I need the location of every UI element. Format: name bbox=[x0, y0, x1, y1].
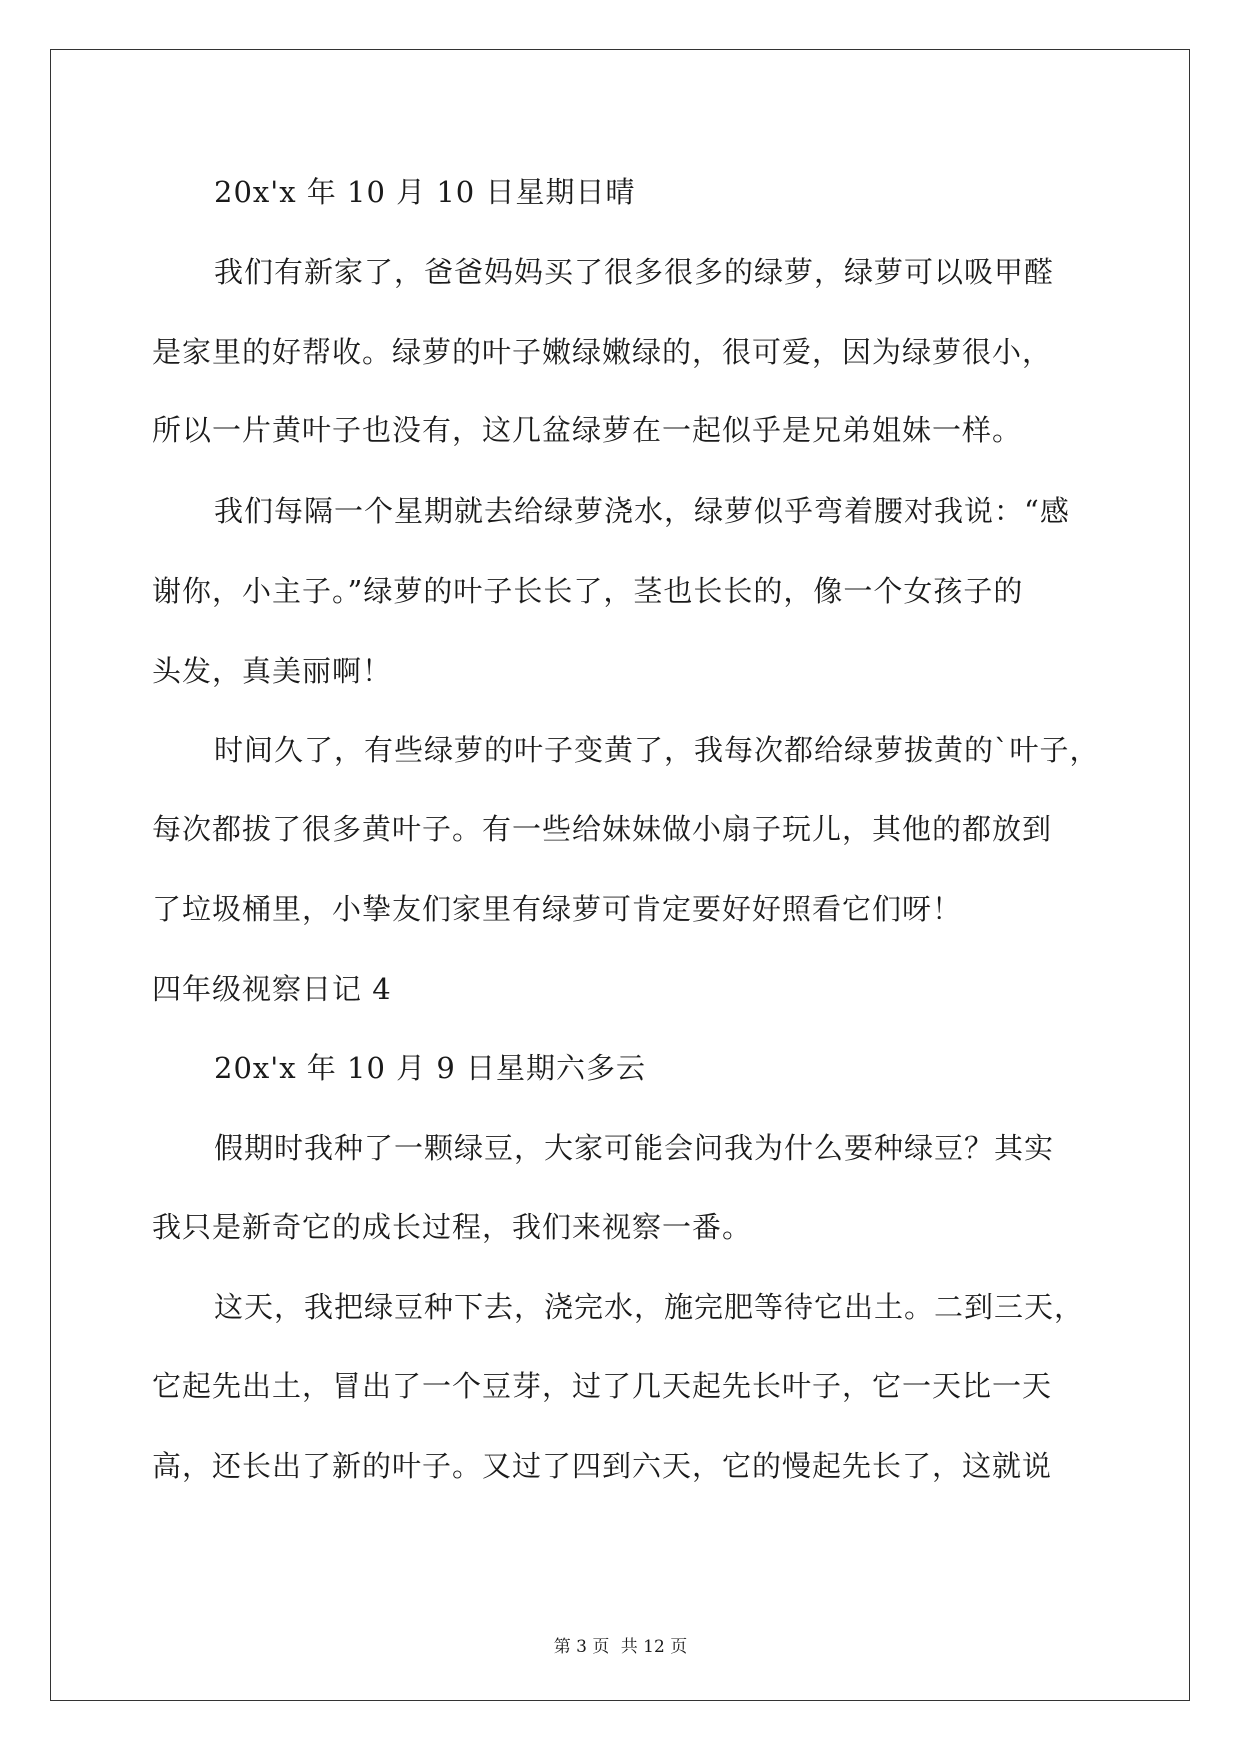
paragraph-line: 我们有新家了，爸爸妈妈买了很多很多的绿萝，绿萝可以吸甲醛 bbox=[214, 255, 1055, 289]
paragraph-line: 头发，真美丽啊！ bbox=[152, 654, 393, 688]
diary-date-line: 20x'x 年 10 月 9 日星期六多云 bbox=[214, 1051, 647, 1085]
page-footer bbox=[0, 1636, 1241, 1658]
paragraph-line: 所以一片黄叶子也没有，这几盆绿萝在一起似乎是兄弟姐妹一样。 bbox=[152, 413, 1023, 447]
paragraph-line: 每次都拔了很多黄叶子。有一些给妹妹做小扇子玩儿，其他的都放到 bbox=[152, 812, 1053, 846]
paragraph-line: 我只是新奇它的成长过程，我们来视察一番。 bbox=[152, 1210, 753, 1244]
paragraph-line: 它起先出土，冒出了一个豆芽，过了几天起先长叶子，它一天比一天 bbox=[152, 1369, 1053, 1403]
paragraph-line: 是家里的好帮收。绿萝的叶子嫩绿嫩绿的，很可爱，因为绿萝很小， bbox=[152, 335, 1053, 369]
page-total: 共 12 页 bbox=[620, 1637, 688, 1657]
paragraph-line: 这天，我把绿豆种下去，浇完水，施完肥等待它出土。二到三天， bbox=[214, 1290, 1085, 1324]
paragraph-line: 时间久了，有些绿萝的叶子变黄了，我每次都给绿萝拔黄的`叶子， bbox=[214, 733, 1100, 767]
paragraph-line: 了垃圾桶里，小挚友们家里有绿萝可肯定要好好照看它们呀！ bbox=[152, 892, 963, 926]
section-heading: 四年级视察日记 4 bbox=[152, 972, 392, 1006]
paragraph-line: 假期时我种了一颗绿豆，大家可能会问我为什么要种绿豆？其实 bbox=[214, 1131, 1055, 1165]
paragraph-line: 高，还长出了新的叶子。又过了四到六天，它的慢起先长了，这就说 bbox=[152, 1449, 1053, 1483]
diary-date-line: 20x'x 年 10 月 10 日星期日晴 bbox=[214, 175, 636, 209]
paragraph-line: 谢你，小主子。”绿萝的叶子长长了，茎也长长的，像一个女孩子的 bbox=[152, 574, 1024, 608]
page-number: 第 3 页 bbox=[553, 1637, 610, 1657]
paragraph-line: 我们每隔一个星期就去给绿萝浇水，绿萝似乎弯着腰对我说：“感 bbox=[214, 494, 1070, 528]
